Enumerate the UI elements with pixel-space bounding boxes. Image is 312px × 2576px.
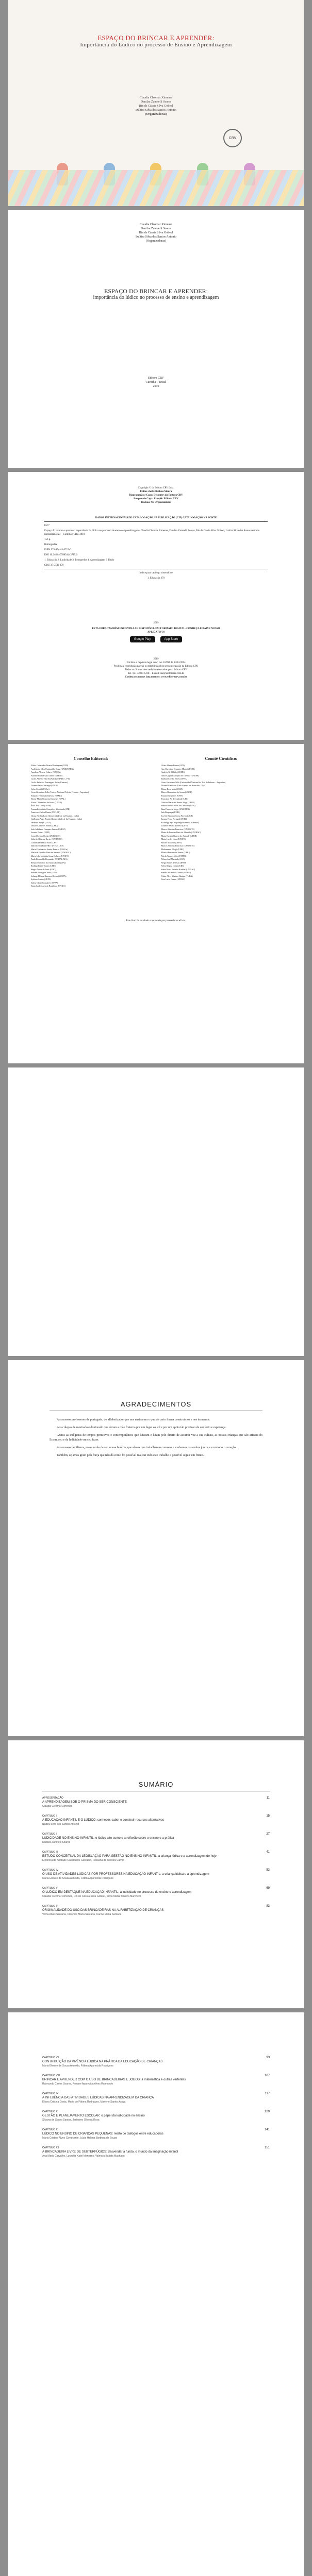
toc-chapter-title: BRINCAR E APRENDER COM O USO DE BRINCADEIRAS E JOGOS: a matemática e outras vertentes — [42, 2078, 186, 2081]
cip-line: Bibliografia — [44, 544, 57, 546]
toc-chapter-label: CAPÍTULO VII — [42, 2056, 59, 2059]
toc-chapter-author: Claudia Cleomar Ximenes — [42, 1805, 73, 1808]
toc-chapter-author: Claudia Cleomar Ximenes, Rin de Cássia Silva Gobeel, Silvia Maria Teixeira Marchetti — [42, 1895, 141, 1898]
toc-entry[interactable] — [42, 2110, 270, 2122]
credit-line: Editor-chefe: Railson Moura — [140, 490, 172, 493]
cover-page — [8, 0, 304, 206]
toc-page-number: 11 — [266, 1797, 270, 1800]
toc-page-number: 151 — [264, 2146, 270, 2149]
paragraph: Gratos as indígenas de tempos primitivos e contemporâneos que lutaram e lutam pelo direito de assumir vez a sua cultura, as nossas crianças que são artistas do Ecomuseu e da ludicidade em seu fazer. — [50, 1434, 262, 1442]
toc-chapter-author: Izaltira Silva dos Santos Antonio — [42, 1823, 79, 1826]
legal-notes — [8, 657, 304, 679]
committee-member: Barbara Coelho Neves (UFBA) — [161, 777, 188, 780]
toc-list — [42, 2056, 270, 2164]
toc-entry[interactable] — [42, 2092, 270, 2104]
scientific-committee — [161, 756, 282, 888]
committee-member: Mohammed Elhajji (UFRJ) — [161, 848, 184, 851]
toc-entry[interactable] — [42, 1886, 270, 1899]
toc-chapter-title: LUDICIDADE NO ENSINO INFANTIL: o lúdico alto-sumo e a reflexão sobre o ensino e a prática — [42, 1837, 174, 1840]
committee-member: Najela Tavares Ujiie (UTFPR) — [161, 854, 187, 857]
committee-member: Lourdes Helena da Silva (UFV) — [161, 824, 188, 827]
toc-page-number: 69 — [266, 1887, 270, 1890]
council-member: Aldira Guimarães Duarte Domínguez (UNB) — [31, 764, 69, 767]
council-member: Andréia da Silva Quintanilha Sousa (UNIR/UFRN) — [31, 767, 74, 770]
cip-line: DOI 10.24824/978854443715.6 — [44, 554, 78, 556]
committee-member: Eliane Rose Maio (UEM) — [161, 787, 183, 790]
council-columns — [31, 756, 281, 888]
committee-member: Altair Alberto Fávero (UPF) — [161, 764, 185, 767]
toc-chapter-title: A APRENDIZAGEM SOB O PRISMA DO SER CONSCIENTE — [42, 1801, 127, 1804]
toc-chapter-author: Vilma Alves Santana, Cleonice Maria Santana, Carine Maria Santana — [42, 1913, 122, 1916]
committee-member: Diosnel Centurion (Univ Americ. de Asunción – Py) — [161, 784, 205, 787]
toc-chapter-author: Danilza Zanotelli Soares — [42, 1841, 71, 1844]
council-member: Gloria Fariñas León (Universidade de La Havana – Cuba) — [31, 814, 79, 817]
ebook-text: ESTA OBRA TAMBÉM ENCONTRA-SE DISPONÍVEL EM FORMATO DIGITAL. CONHEÇA E BAIXE NOSSO APLICATIVO! — [92, 628, 220, 634]
toc-chapter-title: A EDUCAÇÃO INFANTIL E O LÚDICO: conhecer, saber e construir recursos alternativos — [42, 1819, 165, 1822]
toc-page-2 — [8, 2012, 304, 2576]
cover-org-label: (Organizadoras) — [145, 113, 167, 116]
committee-member: Helder Buenos Aires de Carvalho (UFPI) — [161, 804, 195, 807]
toc-chapter-title: A BRINCADEIRA LIVRE DE SUBTERFÚGIOS: desvendar a fundo, o mundo da imaginação infantil — [42, 2150, 178, 2154]
toc-chapter-title: CONTRIBUIÇÃO DA VIVÊNCIA LÚDICA NA PRÁTICA DA EDUCAÇÃO DE CRIANÇAS — [42, 2060, 163, 2063]
council-member: Paulo Romualdo Hernandes (UNIFAL-MG) — [31, 858, 68, 860]
legal-note: Proibida a reprodução parcial ou total desta obra sem autorização da Editora CRV — [113, 665, 199, 668]
council-member: Marcelo Paixão (UFRJ e UTexas – US) — [31, 844, 64, 847]
council-member: Tadeu Oliver Gonçalves (UFPA) — [31, 881, 58, 884]
toc-page-number: 129 — [264, 2110, 270, 2113]
council-member: Solange Helena Ximenes-Rocha (UFOPA) — [31, 874, 67, 877]
council-member: Josania Portela (UFPI) — [31, 831, 50, 834]
committee-member: Sonia Maria Ferreira Koehler (UNISAL) — [161, 868, 195, 871]
toc-chapter-title: O LÚDICO EM DESTAQUE NA EDUCAÇÃO INFANTIL: a ludicidade no processo de ensino e aprendizagem — [42, 1891, 192, 1894]
ebook-notice — [8, 621, 304, 642]
toc-chapter-author: Maria Elenice de Souza Almeida, Fátima Aparecida Rodrigues — [42, 1877, 113, 1880]
toc-chapter-label: CAPÍTULO I — [42, 1815, 57, 1818]
year-label: 2019 — [153, 622, 159, 624]
author-name: Izaltira Silva dos Santos Antonio — [136, 235, 176, 239]
toc-chapter-title: A INFLUÊNCIA DAS ATIVIDADES LÚDICAS NA APRENDIZAGEM DA CRIANÇA — [42, 2096, 154, 2099]
committee-member: Sérgio Nunes de Jesus (IFRO) — [161, 861, 187, 864]
toc-page-number: 53 — [266, 1869, 270, 1872]
toc-chapter-label: CAPÍTULO IV — [42, 1869, 59, 1872]
cover-authors — [8, 96, 304, 116]
toc-page-1 — [8, 1740, 304, 2008]
committee-member: Gláucia Maria dos Santos Jorge (UFOP) — [161, 801, 195, 804]
council-member: Rodrigo Pratte-Santos (UFES) — [31, 865, 56, 867]
committee-member: Nilson José Machado (USP) — [161, 858, 185, 860]
toc-page-number: 117 — [265, 2092, 270, 2095]
committee-member: Andréia N. Militão (UEMS) — [161, 771, 185, 773]
legal-note: Conheça os nossos lançamentos: www.editoracrv.com.br — [125, 676, 187, 679]
editorial-heading: Conselho Editorial: — [73, 756, 108, 761]
toc-entry[interactable] — [42, 2056, 270, 2068]
paragraph: Aos colegas de mestrado e doutorado que deram a mão fraterna por um lugar ao sol e por um apoio tão precioso de conforto e esperança. — [57, 1426, 226, 1429]
cip-line: 1. Educação 2. Ludicidade 3. Brinquedos 4. Aprendizagem I. Título — [44, 559, 114, 562]
toc-chapter-author: Maria Cristina Alves Cavalcante, Lúcia Helena Barbosa de Souza — [42, 2137, 118, 2140]
copyright-credits — [8, 486, 304, 504]
committee-member: Elizeu Clementino de Souza (UNEB) — [161, 791, 192, 793]
book-subtitle: importância do lúdico no processo de ensino e aprendizagem — [93, 295, 219, 300]
council-page — [8, 744, 304, 1063]
toc-page-number: 141 — [264, 2128, 270, 2131]
council-member: Tania Suely Azevedo Brasileiro (UFOPA) — [31, 885, 66, 887]
committee-member: Maria Lurdes Lima (UFOPA) — [161, 838, 186, 840]
imprint — [8, 376, 304, 388]
toc-entry[interactable] — [42, 1850, 270, 1862]
council-member: Eduardo Fernandes Barbosa (UFMG) — [31, 794, 62, 797]
committee-member: Inês Bragança (UERJ) — [161, 811, 180, 814]
committee-member: Fauston Negreiros (UFPI) — [161, 794, 183, 797]
council-member: Anselmo Alencar Colares (UFOPA) — [31, 771, 61, 773]
committee-member: Marcos Vinicius Francisco (UNOESTE) — [161, 844, 195, 847]
legal-note: 2019 — [153, 658, 159, 660]
council-member: Simone Rodrigues Pinto (UNB) — [31, 871, 58, 874]
book-title: ESPAÇO DO BRINCAR E APRENDER: — [104, 287, 208, 295]
cip-record — [44, 516, 268, 582]
legal-note: Foi feito o depósito legal conf. Lei 10.994 de 14/12/2004 — [126, 662, 186, 664]
toc-entry[interactable] — [42, 2074, 270, 2086]
toc-page-number: 93 — [266, 2056, 270, 2059]
council-member: Celso Conti (UFSCar) — [31, 787, 50, 790]
committee-member: Mônica Pereira dos Santos (UFRJ) — [161, 851, 190, 854]
toc-chapter-title: O USO DE ATIVIDADES LÚDICAS POR PROFESSORES NA EDUCAÇÃO INFANTIL: a criança lúdica e a aprendizagem — [42, 1873, 209, 1876]
toc-chapter-label: CAPÍTULO IX — [42, 2092, 59, 2095]
paragraph: Aos nossos familiares, nossa razão de ser, nossa família, que são os que trabalharam conosco e sonhamos os sonhos juntos e com todo o coração. — [57, 1446, 237, 1449]
committee-member: Vera Lucia Gaspar (UDESC) — [161, 878, 186, 880]
paragraph: Aos nossos professores de português, do alfabetizador que nos ensinaram o que de certo forma construímos e nos tornamos. — [57, 1418, 210, 1421]
blank-page — [8, 1067, 304, 1356]
council-member: Carlos Federico Dominguez Avila (Unieuro) — [31, 781, 68, 784]
editorial-council — [31, 756, 151, 888]
cover-author: Danilza Zanotelli Soares — [140, 100, 172, 104]
toc-entry[interactable] — [42, 2146, 270, 2158]
toc-entry[interactable] — [42, 1832, 270, 1844]
toc-heading: SUMÁRIO — [138, 1781, 174, 1788]
publisher-name: Editora CRV — [147, 377, 165, 380]
toc-chapter-author: Eliana Cristina Costa, Maria de Fátima Rodrigues, Marlene Santos Alaga — [42, 2100, 126, 2104]
cip-line: 156 p. — [44, 538, 51, 541]
toc-chapter-title: ORIGINALIDADE DO USO DAS BRINCADEIRAS NA ALFABETIZAÇÃO DE CRIANÇAS — [42, 1909, 164, 1912]
council-member: Leonel Severo Rocha (UNISINOS) — [31, 834, 60, 837]
toc-chapter-author: Ana Maria Carvalho, Lucinéia Katiri Menezes, Valmara Batista Machado — [42, 2155, 125, 2158]
council-member: Jailson Alves dos Santos (UFRJ) — [31, 824, 58, 827]
committee-member: Kilwangy Kya Kapitango-a-Samba (Unemat) — [161, 821, 199, 824]
cip-line: CDU 37 CDD 370 — [44, 564, 64, 567]
toc-page-number: 41 — [266, 1851, 270, 1854]
acknowledgements-page — [8, 1360, 304, 1736]
publisher-city: Curitiba – Brasil — [145, 381, 167, 384]
copyright-page — [8, 472, 304, 740]
council-member: Lourdes Helena da Silva (UFV) — [31, 841, 58, 844]
committee-member: Maria Eurácia Barreto de Andrade (UFRB) — [161, 834, 197, 837]
committee-member: Jussara Fraga Portugal (UNEB) — [161, 818, 188, 820]
toc-chapter-label: CAPÍTULO III — [42, 1851, 58, 1854]
cip-title: DADOS INTERNACIONAIS DE CATALOGAÇÃO NA PUBLICAÇÃO (CIP) CATALOGAÇÃO NA FONTE — [95, 517, 217, 519]
council-member: Elizeu Clementino de Souza (UNEB) — [31, 801, 62, 804]
toc-entry[interactable] — [42, 1868, 270, 1880]
toc-chapter-title: GESTÃO E PLANEJAMENTO ESCOLAR: o papel da ludicidade no ensino — [42, 2114, 145, 2117]
cover-author: Izaltira Silva dos Santos Antonio — [136, 109, 176, 112]
toc-chapter-label: CAPÍTULO VIII — [42, 2074, 60, 2077]
toc-chapter-label: CAPÍTULO VI — [42, 1905, 59, 1908]
publisher-logo: CRV — [223, 129, 242, 147]
title-page — [8, 210, 304, 468]
toc-chapter-label: APRESENTAÇÃO — [42, 1797, 63, 1800]
toc-entry[interactable] — [42, 1904, 270, 1917]
paragraph: Também, sejamos grato pela força que não dá como foi possível realizar todo este trabalho e possível seguir em frente. — [57, 1454, 204, 1457]
council-member: Francisco Carlos Duarte (PUC-PR) — [31, 811, 60, 814]
council-member: Cesar Gerónimo Tello (Univer. Nacional Três de Febrero – Argentina) — [31, 791, 89, 793]
council-member: Lídia de Oliveira Xavier (UNIEURO) — [31, 838, 62, 840]
toc-chapter-author: Raimundo Carlos Soares, Rosane Aparecida Alves Raimundo — [42, 2082, 113, 2086]
committee-member: Ana Chrystina Venancio Mignot (UERJ) — [161, 767, 195, 770]
toc-chapter-author: Silvana de Souza Santos, Jerônimo Oliveira Rosa — [42, 2119, 100, 2122]
council-member: Antônio Pereira Gaio Júnior (UFRRJ) — [31, 774, 62, 777]
toc-entry[interactable] — [42, 2128, 270, 2140]
toc-page-number: 27 — [266, 1833, 270, 1836]
toc-chapter-title: LÚDICO NO ENSINO DE CRIANÇAS PEQUENAS: relato de diálogos entre educadoras — [42, 2132, 163, 2136]
org-label: (Organizadoras) — [146, 240, 166, 243]
committee-member: Maria de Lourdes Pinto de Almeida (UNOESC) — [161, 831, 201, 834]
cover-title-block — [29, 34, 283, 48]
divider — [44, 521, 268, 522]
council-member: João Adalberto Campato Junior (UNESP) — [31, 827, 65, 831]
committee-member: Suzana dos Santos Gomes (UFMG) — [161, 871, 191, 874]
toc-page-number: 83 — [266, 1905, 270, 1908]
toc-chapter-label: CAPÍTULO XII — [42, 2146, 59, 2149]
toc-chapter-author: Eleonora de Andrade Cavalcante Carvalho, Rossana de Oliveira Carmo — [42, 1859, 124, 1862]
toc-entry[interactable] — [42, 1814, 270, 1826]
legal-note: Todos os direitos desta edição reservados pela: Editora CRV — [125, 669, 187, 671]
committee-member: Silvia Regina Canan (URI) — [161, 865, 184, 867]
council-member: Guillermo Arias Beatón (Universidade de La Havana – Cuba) — [31, 818, 82, 820]
index-title: Índice para catálogo sistemático — [139, 572, 173, 574]
peer-review-note: Este livro foi avaliado e aprovado por pareceristas ad hoc. — [126, 920, 186, 922]
cover-author: Claudia Cleomar Ximenes — [139, 96, 173, 99]
committee-member: Francisco Ari de Andrade (UFC) — [161, 798, 188, 800]
cip-line: Es77 — [44, 524, 50, 527]
council-member: Renato Francisco dos Santos Paula (UFG) — [31, 861, 66, 864]
credit-line: Diagramação e Capa: Designers da Editora CRV — [129, 494, 183, 497]
cover-title: ESPAÇO DO BRINCAR E APRENDER: — [97, 34, 215, 42]
council-member: Sérgio Nunes de Jesus (IFRO) — [31, 868, 56, 871]
cover-subtitle: Importância do Lúdico no processo de Ensino e Aprendizagem — [80, 42, 232, 48]
council-member: Carlos Alberto Vilar Estêvão (UMINHO – PT) — [31, 777, 70, 780]
publication-year: 2019 — [153, 385, 159, 388]
committee-member: Michel da Costa (UFPE) — [161, 841, 182, 844]
toc-page-number: 15 — [266, 1815, 270, 1818]
author-name: Rin de Cássia Silva Gobeel — [139, 231, 173, 234]
council-member: Maria de Lourdes Pinto de Almeida (UNOESC) — [31, 851, 71, 854]
toc-chapter-author: Maria Elenice de Souza Almeida, Fátima Aparecida Rodrigues — [42, 2064, 113, 2067]
index-entry: 1. Educação 370 — [147, 577, 165, 580]
council-member: Carmen Tereza Velanga (UNIR) — [31, 784, 58, 787]
cover-author: Rin de Cássia Silva Gobeel — [139, 105, 173, 108]
author-name: Danilza Zanotelli Soares — [140, 227, 172, 230]
toc-page-number: 107 — [264, 2074, 270, 2077]
app-store-badge[interactable]: App Store — [160, 636, 183, 642]
acknowledgements-heading: AGRADECIMENTOS — [120, 1400, 192, 1408]
cover-decoration — [8, 170, 304, 206]
toc-chapter-label: CAPÍTULO V — [42, 1887, 58, 1890]
committee-member: Ilma Passos A. Veiga (UNICEUB) — [161, 807, 190, 810]
council-member: Fernando Antônio Gonçalves Alcoforado (IPB) — [31, 807, 70, 810]
committee-member: Cesar Gerónimo Tello (Universidad Nacional de Três de Febrero – Argentina) — [161, 781, 226, 784]
committee-member: Anna Augusta Sampaio de Oliveira (UNESP) — [161, 774, 199, 777]
app-badges — [86, 636, 226, 642]
toc-entry[interactable] — [42, 1796, 270, 1808]
council-member: Élsio José Corá (UFFS) — [31, 804, 51, 807]
committee-member: Marcos Vinicius Francisco (UNOESTE) — [161, 827, 195, 831]
committee-member: Vânia Alves Martins Chaigar (FURG) — [161, 874, 193, 877]
acknowledgements-text — [50, 1418, 262, 1461]
title-page-title-block — [8, 287, 304, 301]
cip-line: Espaço do brincar e aprender: importância do lúdico no processo de ensino e aprendizagem / Claudia Cleomar Ximenes, Danilza Zanotelli Soares, Rin de Cássia Silva Gobeel, Izaltira Silva dos Santos Antonio (organizadoras) – Curitiba : CRV, 2019. — [44, 530, 260, 536]
cip-line: ISBN 978-85-444-3715-6 — [44, 549, 71, 551]
author-name: Claudia Cleomar Ximenes — [139, 223, 173, 226]
council-member: Sydione Santos (UEPG) — [31, 878, 51, 880]
council-member: Maria Lília Imbiriba Sousa Colares (UFOPA) — [31, 854, 69, 857]
committee-member: José de Ribamar Sousa Pereira (UCB) — [161, 814, 193, 817]
google-play-badge[interactable]: Google Play — [130, 636, 155, 642]
toc-chapter-label: CAPÍTULO X — [42, 2110, 58, 2113]
toc-chapter-label: CAPÍTULO XI — [42, 2128, 59, 2131]
credit-line: Imagem de Capa: Freepik/ Editora CRV — [134, 498, 178, 500]
toc-chapter-title: ESTUDO CONCEITUAL DA LEGISLAÇÃO PARA GESTÃO NO ENSINO INFANTIL: a criança lúdica e a aprendizagem do hoje — [42, 1855, 217, 1858]
council-member: Maria Cristina dos Santos Bezerra (UFSCar) — [31, 848, 68, 851]
council-member: Helmuth Krüger (UCP) — [31, 821, 51, 824]
scientific-heading: Comitê Científico: — [205, 756, 238, 761]
credit-line: Revisão: Os Organizadores — [141, 501, 171, 504]
legal-note: Tel.: (41) 3039-6418 – E-mail: sac@editoracrv.com.br — [128, 672, 184, 675]
council-member: Elione Maria Nogueira Diogenes (UFAL) — [31, 798, 65, 800]
title-page-authors — [8, 223, 304, 243]
credit-line: Copyright © da Editora CRV Ltda. — [138, 487, 174, 489]
toc-list — [42, 1796, 270, 1922]
toc-chapter-label: CAPÍTULO II — [42, 1833, 58, 1836]
